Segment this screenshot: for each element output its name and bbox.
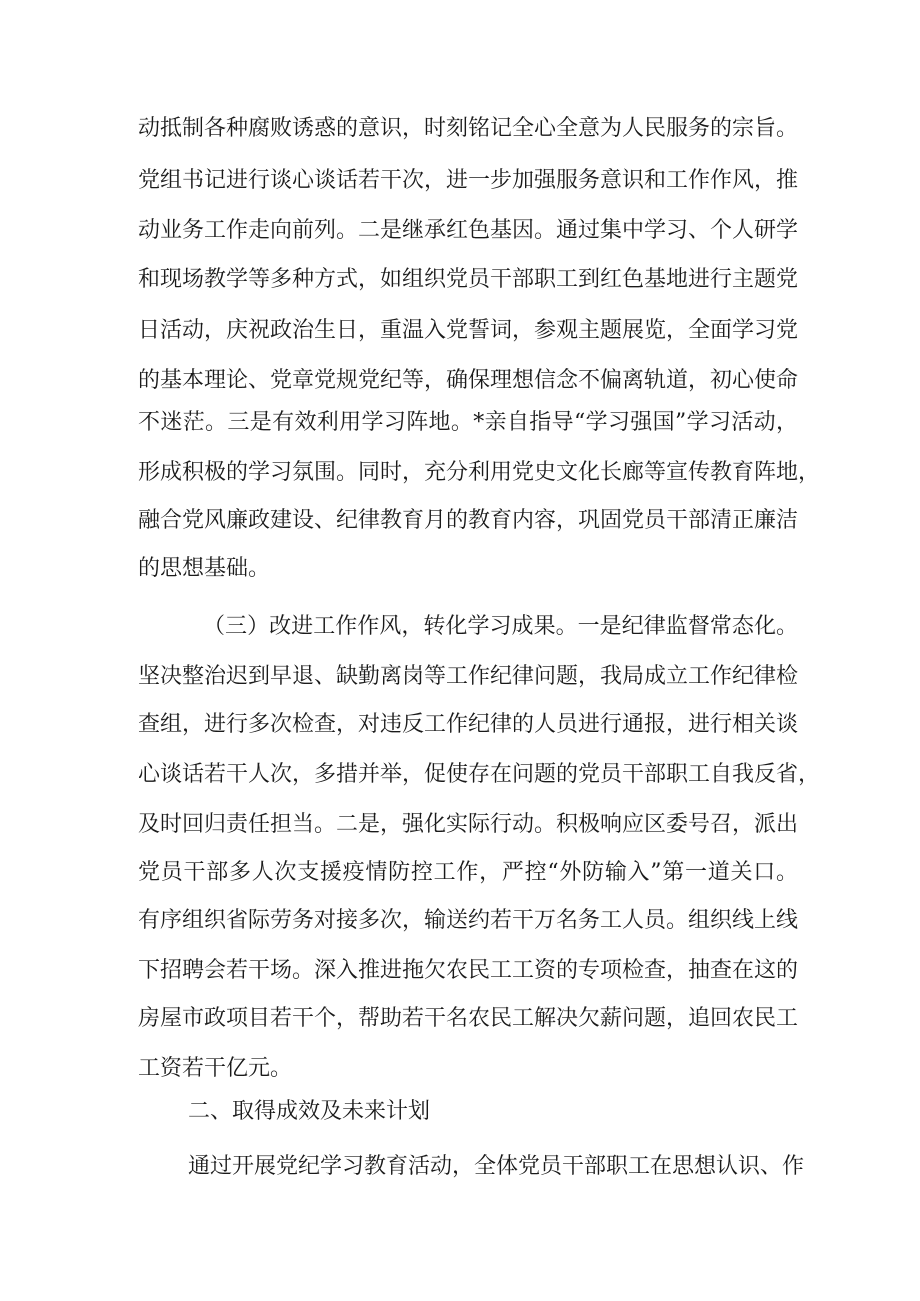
text-line: 党组书记进行谈心谈话若干次，进一步加强服务意识和工作作风，推 — [138, 168, 799, 193]
text-line: 党员干部多人次支援疫情防控工作，严控“外防输入”第一道关口。 — [138, 860, 798, 885]
text-line: 动业务工作走向前列。二是继承红色基因。通过集中学习、个人研学 — [138, 218, 799, 243]
text-line: 不迷茫。三是有效利用学习阵地。*亲自指导“学习强国”学习活动， — [138, 410, 798, 435]
text-line: 融合党风廉政建设、纪律教育月的教育内容，巩固党员干部清正廉洁 — [138, 508, 799, 533]
text-line: 通过开展党纪学习教育活动，全体党员干部职工在思想认识、作 — [188, 1154, 805, 1179]
section-heading-2: 二、取得成效及未来计划 — [188, 1099, 431, 1124]
text-line: 的思想基础。 — [138, 556, 271, 581]
section-heading-3: （三）改进工作作风，转化学习成果。一是纪律监督常态化。 — [203, 614, 798, 639]
text-line: 房屋市政项目若干个，帮助若干名农民工解决欠薪问题，追回农民工 — [138, 1006, 799, 1031]
text-line: 工资若干亿元。 — [138, 1056, 293, 1081]
text-line: 坚决整治迟到早退、缺勤离岗等工作纪律问题，我局成立工作纪律检 — [138, 664, 799, 689]
text-line: 下招聘会若干场。深入推进拖欠农民工工资的专项检查，抽查在这的 — [138, 958, 799, 983]
text-line: 日活动，庆祝政治生日，重温入党誓词，参观主题展览，全面学习党 — [138, 318, 799, 343]
text-line: 动抵制各种腐败诱惑的意识，时刻铭记全心全意为人民服务的宗旨。 — [138, 116, 799, 141]
text-line: 的基本理论、党章党规党纪等，确保理想信念不偏离轨道，初心使命 — [138, 368, 799, 393]
text-line: 查组，进行多次检查，对违反工作纪律的人员进行通报，进行相关谈 — [138, 712, 799, 737]
text-line: 形成积极的学习氛围。同时，充分利用党史文化长廊等宣传教育阵地， — [138, 460, 821, 485]
text-line: 和现场教学等多种方式，如组织党员干部职工到红色基地进行主题党 — [138, 267, 799, 292]
text-line: 及时回归责任担当。二是，强化实际行动。积极响应区委号召，派出 — [138, 812, 799, 837]
text-line: 有序组织省际劳务对接多次，输送约若干万名务工人员。组织线上线 — [138, 908, 799, 933]
text-line: 心谈话若干人次，多措并举，促使存在问题的党员干部职工自我反省， — [138, 762, 821, 787]
